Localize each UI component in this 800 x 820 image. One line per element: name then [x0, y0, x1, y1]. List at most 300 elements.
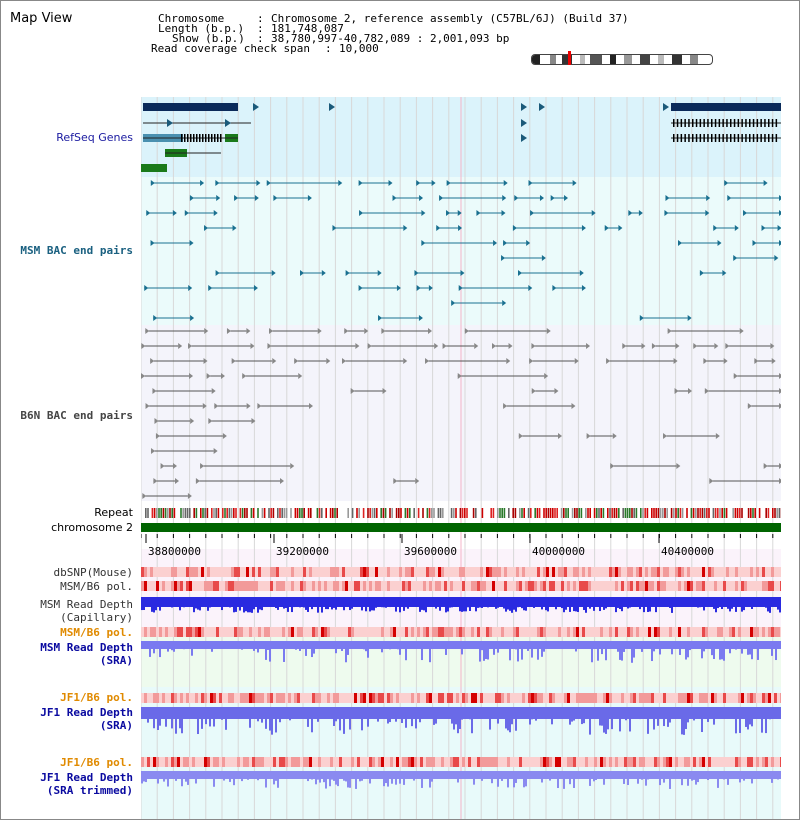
heatmap-cell — [729, 757, 732, 767]
depth-bar — [565, 707, 567, 719]
depth-bar — [281, 641, 283, 649]
heatmap-cell — [744, 757, 747, 767]
heatmap-cell — [432, 567, 435, 577]
refseq-exon — [696, 119, 698, 127]
heatmap-cell — [225, 627, 228, 637]
depth-bar — [531, 641, 533, 658]
depth-bar — [171, 707, 173, 728]
genome-tracks-area[interactable] — [141, 97, 781, 820]
heatmap-cell — [210, 693, 213, 703]
heatmap-cell — [561, 757, 564, 767]
depth-bar — [659, 641, 661, 654]
heatmap-cell — [651, 581, 654, 591]
heatmap-cell — [765, 581, 768, 591]
depth-bar — [155, 597, 157, 610]
depth-bar — [445, 707, 447, 719]
depth-bar — [437, 771, 439, 779]
depth-bar — [677, 771, 679, 779]
genome-tracks-svg[interactable] — [141, 97, 781, 820]
depth-bar — [343, 707, 345, 734]
heatmap-cell — [558, 757, 561, 767]
heatmap-cell — [342, 567, 345, 577]
heatmap-cell — [357, 757, 360, 767]
depth-bar — [185, 597, 187, 607]
depth-bar — [647, 597, 649, 612]
heatmap-cell — [741, 567, 744, 577]
heatmap-cell — [717, 581, 720, 591]
heatmap-cell — [666, 693, 669, 703]
heatmap-cell — [339, 581, 342, 591]
depth-bar — [449, 641, 451, 649]
heatmap-cell — [645, 757, 648, 767]
depth-bar — [771, 771, 773, 783]
depth-bar — [297, 641, 299, 649]
heatmap-cell — [567, 567, 570, 577]
track-label-msm-depth-sra[interactable]: MSM Read Depth — [40, 641, 133, 654]
heatmap-cell — [546, 627, 549, 637]
heatmap-cell — [666, 627, 669, 637]
heatmap-cell — [666, 757, 669, 767]
show-sep: : — [257, 32, 264, 45]
heatmap-cell — [618, 757, 621, 767]
refseq-exon — [722, 134, 724, 142]
depth-bar — [543, 707, 545, 719]
depth-bar — [709, 707, 711, 719]
depth-bar — [339, 707, 341, 730]
heatmap-cell — [378, 567, 381, 577]
heatmap-cell — [408, 581, 411, 591]
depth-bar — [453, 641, 455, 649]
depth-bar — [631, 771, 633, 779]
heatmap-cell — [753, 627, 756, 637]
heatmap-cell — [294, 581, 297, 591]
depth-bar — [571, 597, 573, 607]
depth-bar — [395, 641, 397, 649]
depth-bar — [263, 771, 265, 779]
depth-bar — [141, 597, 143, 610]
heatmap-cell — [633, 627, 636, 637]
depth-bar — [577, 597, 579, 612]
repeat-element — [748, 508, 750, 518]
depth-bar — [457, 771, 459, 782]
depth-bar — [739, 597, 741, 607]
heatmap-cell — [642, 757, 645, 767]
heatmap-cell — [549, 581, 552, 591]
heatmap-cell — [192, 693, 195, 703]
depth-bar — [663, 597, 665, 607]
track-label-dbsnp[interactable]: dbSNP(Mouse) — [53, 566, 133, 579]
depth-bar — [327, 641, 329, 649]
depth-bar — [721, 771, 723, 779]
depth-bar — [437, 597, 439, 607]
depth-bar — [291, 641, 293, 649]
heatmap-cell — [144, 567, 147, 577]
depth-bar — [167, 641, 169, 652]
depth-bar — [695, 641, 697, 649]
depth-bar — [279, 771, 281, 779]
depth-bar — [321, 597, 323, 613]
heatmap-cell — [537, 581, 540, 591]
heatmap-cell — [684, 693, 687, 703]
heatmap-cell — [663, 567, 666, 577]
depth-bar — [715, 641, 717, 649]
track-label-b6n-bac[interactable]: B6N BAC end pairs — [20, 409, 133, 422]
depth-bar — [619, 641, 621, 660]
depth-bar — [537, 641, 539, 660]
depth-bar — [773, 707, 775, 719]
depth-bar — [633, 641, 635, 658]
depth-bar — [737, 771, 739, 779]
depth-bar — [301, 597, 303, 607]
heatmap-cell — [690, 627, 693, 637]
depth-bar — [475, 597, 477, 611]
depth-bar — [271, 641, 273, 649]
depth-bar — [241, 771, 243, 781]
depth-bar — [713, 771, 715, 779]
heatmap-cell — [753, 581, 756, 591]
depth-bar — [571, 707, 573, 722]
heatmap-cell — [705, 757, 708, 767]
heatmap-cell — [660, 627, 663, 637]
depth-bar — [583, 641, 585, 649]
track-label-msm-b6-pol-2[interactable]: MSM/B6 pol. — [60, 626, 133, 639]
repeat-element — [662, 508, 664, 518]
repeat-element — [152, 508, 154, 518]
heatmap-cell — [219, 757, 222, 767]
depth-bar — [529, 707, 531, 725]
heatmap-cell — [360, 757, 363, 767]
depth-bar — [339, 771, 341, 779]
depth-bar — [689, 707, 691, 719]
depth-bar — [285, 597, 287, 608]
heatmap-cell — [219, 693, 222, 703]
depth-bar — [771, 707, 773, 719]
heatmap-cell — [513, 567, 516, 577]
track-label-msm-bac[interactable]: MSM BAC end pairs — [20, 244, 133, 257]
heatmap-cell — [174, 627, 177, 637]
depth-bar — [665, 707, 667, 719]
track-label-refseq[interactable]: RefSeq Genes — [56, 131, 133, 144]
refseq-exon — [776, 134, 778, 142]
heatmap-cell — [561, 693, 564, 703]
heatmap-cell — [255, 567, 258, 577]
depth-bar — [697, 707, 699, 719]
heatmap-cell — [216, 757, 219, 767]
track-label-jf1-b6-pol[interactable]: JF1/B6 pol. — [60, 691, 133, 704]
repeat-element — [609, 508, 611, 518]
track-label-jf1-depth-sra[interactable]: JF1 Read Depth — [40, 706, 133, 719]
heatmap-cell — [366, 693, 369, 703]
depth-bar — [359, 771, 361, 781]
depth-bar — [141, 641, 143, 649]
depth-bar — [575, 771, 577, 779]
refseq-exon — [711, 119, 713, 127]
depth-bar — [593, 597, 595, 611]
heatmap-cell — [720, 581, 723, 591]
chromosome-bar — [141, 523, 781, 532]
depth-bar — [563, 597, 565, 612]
depth-bar — [271, 707, 273, 735]
heatmap-cell — [324, 581, 327, 591]
heatmap-cell — [483, 693, 486, 703]
repeat-element — [581, 508, 583, 518]
heatmap-cell — [564, 581, 567, 591]
heatmap-cell — [681, 627, 684, 637]
repeat-element — [226, 508, 228, 518]
refseq-exon — [730, 119, 732, 127]
track-label-repeat[interactable]: Repeat — [94, 506, 133, 519]
repeat-element — [636, 508, 638, 518]
track-label-msm-b6-pol[interactable]: MSM/B6 pol. — [60, 580, 133, 593]
repeat-element — [396, 508, 398, 518]
heatmap-cell — [621, 567, 624, 577]
heatmap-cell — [684, 757, 687, 767]
repeat-element — [660, 508, 662, 518]
depth-bar — [275, 771, 277, 781]
repeat-element — [295, 508, 297, 518]
heatmap-cell — [525, 581, 528, 591]
heatmap-cell — [531, 757, 534, 767]
repeat-element — [530, 508, 532, 518]
heatmap-cell — [777, 693, 780, 703]
heatmap-cell — [204, 581, 207, 591]
depth-bar — [487, 641, 489, 659]
heatmap-cell — [171, 757, 174, 767]
depth-bar — [467, 641, 469, 649]
repeat-element — [257, 508, 259, 518]
track-label-msm-depth-cap[interactable]: MSM Read Depth — [40, 598, 133, 611]
depth-bar — [669, 597, 671, 608]
repeat-element — [215, 508, 217, 518]
depth-bar — [533, 641, 535, 649]
heatmap-cell — [318, 693, 321, 703]
depth-bar — [551, 597, 553, 607]
depth-bar — [591, 641, 593, 662]
depth-bar — [681, 771, 683, 785]
repeat-element — [193, 508, 195, 518]
heatmap-cell — [669, 693, 672, 703]
depth-bar — [419, 641, 421, 649]
heatmap-cell — [531, 567, 534, 577]
depth-bar — [239, 771, 241, 779]
depth-bar — [471, 771, 473, 779]
repeat-track — [145, 508, 781, 518]
heatmap-cell — [630, 757, 633, 767]
repeat-element — [413, 508, 415, 518]
depth-bar — [377, 707, 379, 722]
depth-bar — [661, 597, 663, 607]
heatmap-cell — [546, 693, 549, 703]
repeat-element — [686, 508, 688, 518]
heatmap-cell — [441, 757, 444, 767]
depth-bar — [501, 641, 503, 649]
depth-bar — [381, 597, 383, 607]
heatmap-cell — [351, 757, 354, 767]
repeat-element — [545, 508, 547, 518]
depth-bar — [721, 597, 723, 609]
repeat-element — [640, 508, 642, 518]
heatmap-cell — [384, 693, 387, 703]
depth-bar — [343, 641, 345, 649]
depth-bar — [305, 771, 307, 779]
depth-bar — [609, 597, 611, 607]
depth-bar — [233, 771, 235, 785]
heatmap-cell — [579, 757, 582, 767]
axis-tick-label: 39200000 — [276, 545, 329, 558]
heatmap-cell — [285, 567, 288, 577]
heatmap-cell — [333, 581, 336, 591]
depth-bar — [393, 771, 395, 779]
depth-bar — [411, 641, 413, 649]
depth-bar — [705, 707, 707, 719]
depth-bar — [279, 707, 281, 722]
depth-bar — [649, 707, 651, 719]
heatmap-cell — [345, 567, 348, 577]
refseq-exon — [692, 119, 694, 127]
depth-bar — [629, 597, 631, 607]
depth-bar — [653, 771, 655, 779]
depth-bar — [603, 597, 605, 610]
heatmap-cell — [375, 581, 378, 591]
heatmap-cell — [198, 757, 201, 767]
depth-bar — [399, 597, 401, 612]
depth-bar — [547, 771, 549, 779]
heatmap-cell — [621, 581, 624, 591]
heatmap-cell — [636, 693, 639, 703]
depth-bar — [497, 597, 499, 608]
depth-bar — [329, 771, 331, 786]
heatmap-cell — [177, 757, 180, 767]
heatmap-cell — [273, 627, 276, 637]
heatmap-cell — [759, 757, 762, 767]
depth-bar — [185, 707, 187, 719]
heatmap-cell — [537, 757, 540, 767]
heatmap-cell — [423, 627, 426, 637]
heatmap-cell — [552, 627, 555, 637]
heatmap-cell — [561, 567, 564, 577]
heatmap-cell — [429, 567, 432, 577]
heatmap-cell — [579, 693, 582, 703]
track-label-jf1-depth-trim[interactable]: JF1 Read Depth — [40, 771, 133, 784]
heatmap-cell — [690, 567, 693, 577]
depth-bar — [577, 707, 579, 719]
heatmap-cell — [240, 567, 243, 577]
depth-bar — [225, 597, 227, 607]
depth-bar — [383, 771, 385, 786]
refseq-exon — [753, 119, 755, 127]
heatmap-cell — [726, 581, 729, 591]
heatmap-cell — [393, 627, 396, 637]
depth-bar — [761, 771, 763, 779]
heatmap-cell — [513, 581, 516, 591]
heatmap-cell — [417, 581, 420, 591]
depth-bar — [583, 771, 585, 779]
heatmap-cell — [438, 627, 441, 637]
heatmap-cell — [201, 581, 204, 591]
heatmap-cell — [753, 757, 756, 767]
repeat-element — [427, 508, 429, 518]
depth-bar — [401, 597, 403, 607]
depth-bar — [479, 707, 481, 719]
depth-bar — [657, 771, 659, 779]
heatmap-cell — [159, 581, 162, 591]
depth-bar — [701, 641, 703, 658]
depth-bar — [619, 771, 621, 779]
depth-bar — [509, 707, 511, 732]
heatmap-cell — [462, 627, 465, 637]
heatmap-cell — [375, 567, 378, 577]
heatmap-cell — [741, 693, 744, 703]
heatmap-cell — [261, 567, 264, 577]
heatmap-cell — [456, 757, 459, 767]
heatmap-cell — [678, 581, 681, 591]
depth-bar — [647, 641, 649, 649]
repeat-element — [455, 508, 457, 518]
heatmap-cell — [630, 627, 633, 637]
depth-bar — [511, 597, 513, 613]
depth-bar — [177, 597, 179, 607]
heatmap-cell — [330, 627, 333, 637]
heatmap-cell — [156, 581, 159, 591]
repeat-element — [187, 508, 189, 518]
heatmap-cell — [345, 581, 348, 591]
heatmap-cell — [738, 627, 741, 637]
heatmap-cell — [294, 757, 297, 767]
depth-bar — [311, 641, 313, 657]
depth-bar — [559, 707, 561, 719]
depth-bar — [167, 597, 169, 607]
depth-bar — [493, 641, 495, 655]
depth-bar — [559, 771, 561, 779]
heatmap-cell — [504, 757, 507, 767]
depth-bar — [733, 771, 735, 779]
depth-bar — [687, 707, 689, 722]
chromosome-ideogram[interactable] — [531, 54, 713, 65]
depth-bar — [237, 641, 239, 649]
heatmap-cell — [534, 627, 537, 637]
depth-bar — [707, 641, 709, 649]
heatmap-cell — [459, 581, 462, 591]
depth-bar — [497, 771, 499, 787]
heatmap-cell — [387, 627, 390, 637]
repeat-element — [633, 508, 635, 518]
depth-bar — [663, 641, 665, 649]
depth-bar — [475, 771, 477, 779]
heatmap-cell — [702, 627, 705, 637]
heatmap-cell — [384, 581, 387, 591]
heatmap-cell — [540, 693, 543, 703]
track-label-jf1-b6-pol-2[interactable]: JF1/B6 pol. — [60, 756, 133, 769]
heatmap-cell — [603, 567, 606, 577]
depth-bar — [527, 707, 529, 719]
heatmap-cell — [156, 757, 159, 767]
depth-bar — [295, 707, 297, 719]
depth-bar — [621, 641, 623, 661]
heatmap-cell — [585, 581, 588, 591]
heatmap-cell — [285, 757, 288, 767]
depth-bar — [547, 641, 549, 649]
depth-bar — [601, 707, 603, 726]
heatmap-cell — [357, 567, 360, 577]
depth-bar — [289, 771, 291, 779]
heatmap-cell — [186, 581, 189, 591]
depth-bar — [439, 771, 441, 779]
depth-bar — [301, 771, 303, 779]
depth-bar — [189, 707, 191, 719]
heatmap-cell — [576, 627, 579, 637]
repeat-element — [442, 508, 444, 518]
depth-bar — [155, 641, 157, 649]
